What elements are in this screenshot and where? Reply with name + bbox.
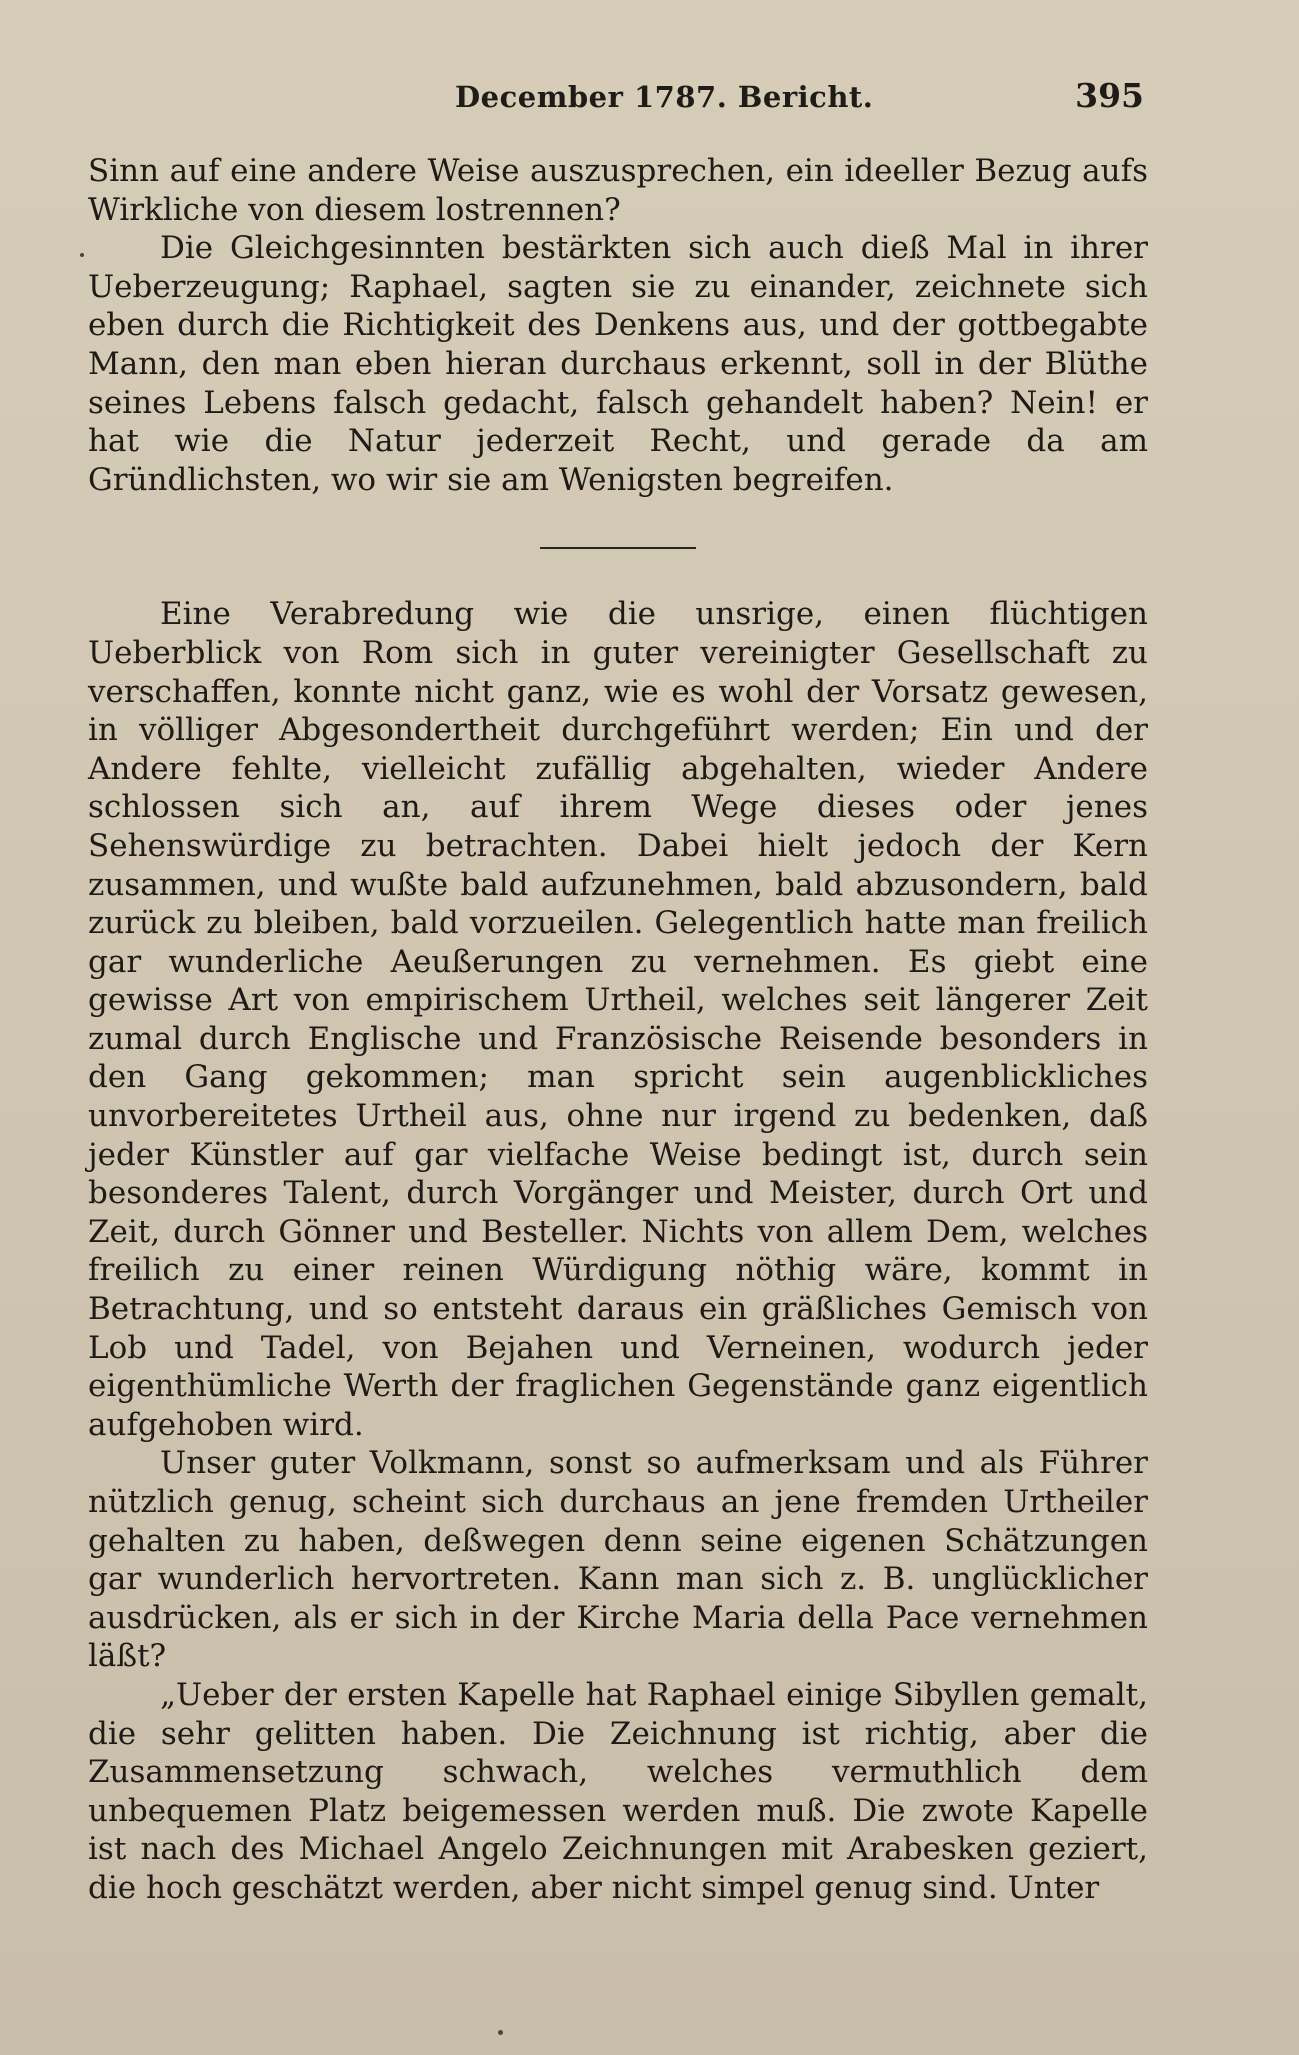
paragraph-volkmann: Unser guter Volkmann, sonst so aufmerksam und als Führer nützlich genug, scheint sich durchaus an jene fremden Urtheiler gehalten zu haben, deßwegen denn seine eigenen Schätzungen gar wunderlich hervortreten. Kann man sich z. B. unglücklicher ausdrücken, als er sich in der Kirche Maria della Pace vernehmen läßt? xyxy=(88,1445,1148,1675)
margin-mark xyxy=(80,253,84,257)
page-header xyxy=(0,72,1299,132)
section-divider xyxy=(540,547,696,549)
paragraph-continuation: Sinn auf eine andere Weise auszusprechen, ein ideeller Bezug aufs Wirkliche von diesem lostrennen? xyxy=(88,153,1148,228)
body-text xyxy=(88,152,1148,1908)
bottom-mark xyxy=(498,2030,503,2035)
paragraph-gleichgesinnten: Die Gleichgesinnten bestärkten sich auch dieß Mal in ihrer Ueberzeugung; Raphael, sagten sie zu einander, zeichnete sich eben durch die Richtigkeit des Denkens aus, und der gottbegabte Mann, den man eben hieran durchaus erkennt, soll in der Blüthe seines Lebens falsch gedacht, falsch gehandelt haben? Nein! er hat wie die Natur jederzeit Recht, und gerade da am Gründlichsten, wo wir sie am Wenigsten begreifen. xyxy=(88,230,1148,498)
running-head: December 1787. Bericht. xyxy=(455,80,874,114)
paragraph-quotation: „Ueber der ersten Kapelle hat Raphael einige Sibyllen gemalt, die sehr gelitten haben. Die Zeichnung ist richtig, aber die Zusammensetzung schwach, welches vermuthlich dem unbequemen Platz beigemessen werden muß. Die zwote Kapelle ist nach des Michael Angelo Zeichnungen mit Arabesken geziert, die hoch geschätzt werden, aber nicht simpel genug sind. Unter xyxy=(88,1676,1148,1906)
page-number: 395 xyxy=(1075,76,1144,115)
paragraph-verabredung: Eine Verabredung wie die unsrige, einen flüchtigen Ueberblick von Rom sich in guter vereinigter Gesellschaft zu verschaffen, konnte nicht ganz, wie es wohl der Vorsatz gewesen, in völliger Abgesondertheit durchgeführt werden; Ein und der Andere fehlte, vielleicht zufällig abgehalten, wieder Andere schlossen sich an, auf ihrem Wege dieses oder jenes Sehenswürdige zu betrachten. Dabei hielt jedoch der Kern zusammen, und wußte bald aufzunehmen, bald abzusondern, bald zurück zu bleiben, bald vorzueilen. Gelegentlich hatte man freilich gar wunderliche Aeußerungen zu vernehmen. Es giebt eine gewisse Art von empirischem Urtheil, welches seit längerer Zeit zumal durch Englische und Französische Reisende besonders in den Gang gekommen; man spricht sein augenblickliches unvorbereitetes Urtheil aus, ohne nur irgend zu bedenken, daß jeder Künstler auf gar vielfache Weise bedingt ist, durch sein besonderes Talent, durch Vorgänger und Meister, durch Ort und Zeit, durch Gönner und Besteller. Nichts von allem Dem, welches freilich zu einer reinen Würdigung nöthig wäre, kommt in Betrachtung, und so entsteht daraus ein gräßliches Gemisch von Lob und Tadel, von Bejahen und Verneinen, wodurch jeder eigenthümliche Werth der fraglichen Gegenstände ganz eigentlich aufgehoben wird. xyxy=(88,596,1148,1443)
